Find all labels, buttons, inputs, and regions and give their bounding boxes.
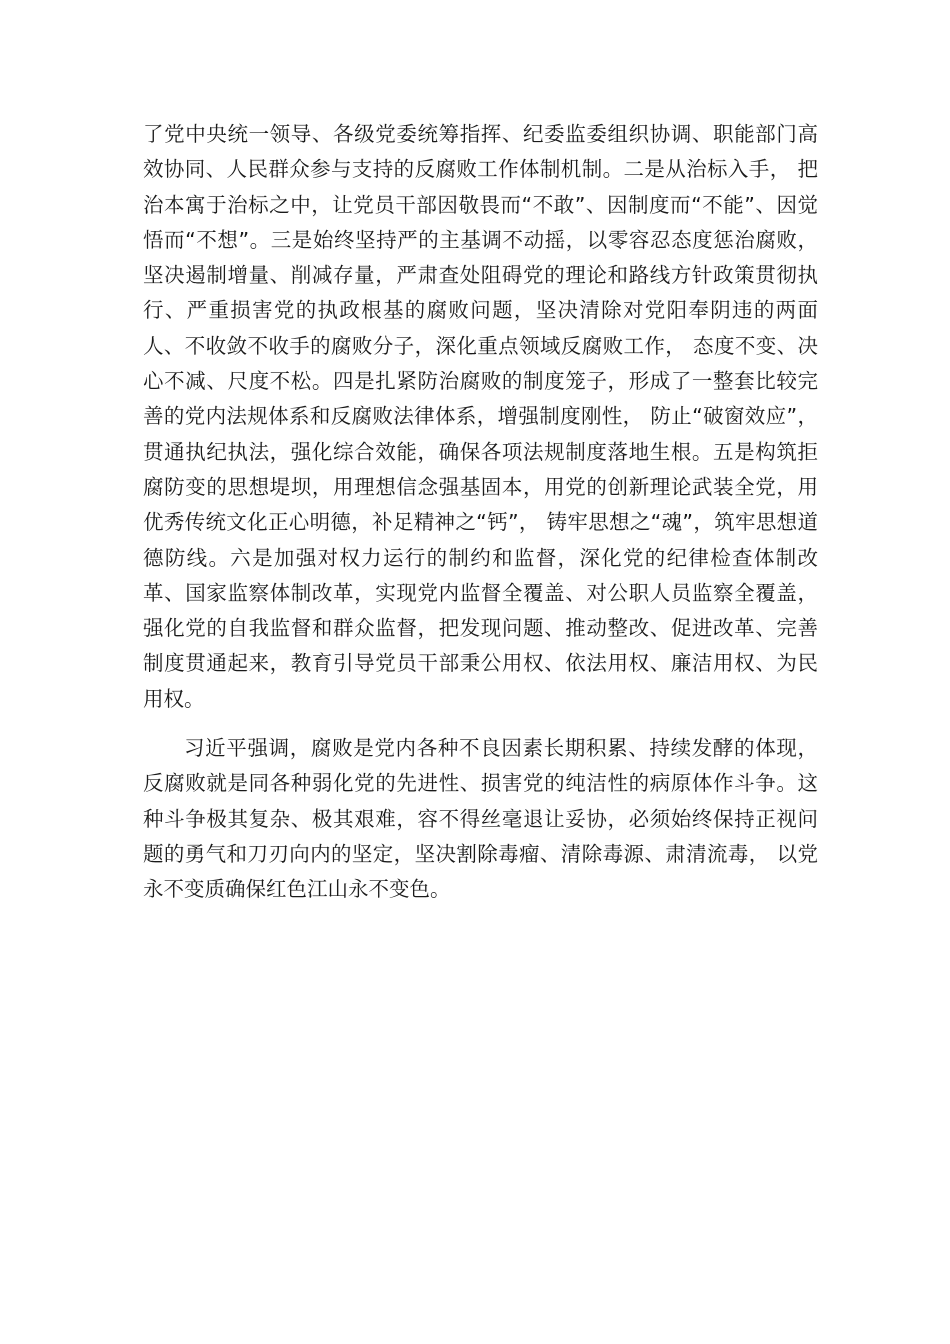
paragraph-anti-corruption-measures: 了党中央统一领导、各级党委统筹指挥、纪委监委组织协调、职能部门高效协同、人民群众参与支持的反腐败工作体制机制。二是从治标入手， 把治本寓于治标之中，让党员干部因敬畏而“不敢”、因制度而“不能”、因觉悟而“不想”。三是始终坚持严的主基调不动摇，以零容忍态度惩治腐败，坚决遏制增量、削减存量，严肃查处阻碍党的理论和路线方针政策贯彻执行、严重损害党的执政根基的腐败问题，坚决清除对党阳奉阴违的两面人、不收敛不收手的腐败分子，深化重点领域反腐败工作， 态度不变、决心不减、尺度不松。四是扎紧防治腐败的制度笼子，形成了一整套比较完善的党内法规体系和反腐败法律体系，增强制度刚性， 防止“破窗效应”，贯通执纪执法，强化综合效能，确保各项法规制度落地生根。五是构筑拒腐防变的思想堤坝，用理想信念强基固本，用党的创新理论武装全党，用优秀传统文化正心明德，补足精神之“钙”， 铸牢思想之“魂”，筑牢思想道德防线。六是加强对权力运行的制约和监督，深化党的纪律检查体制改革、国家监察体制改革，实现党内监督全覆盖、对公职人员监察全覆盖，强化党的自我监督和群众监督，把发现问题、推动整改、促进改革、完善制度贯通起来，教育引导党员干部秉公用权、依法用权、廉洁用权、为民用权。 (143, 122, 818, 711)
paragraph-xi-emphasis: 习近平强调，腐败是党内各种不良因素长期积累、持续发酵的体现， 反腐败就是同各种弱化党的先进性、损害党的纯洁性的病原体作斗争。这种斗争极其复杂、极其艰难，容不得丝毫退让妥协，必须始终保持正视问题的勇气和刀刃向内的坚定，坚决割除毒瘤、清除毒源、肃清流毒， 以党永不变质确保红色江山永不变色。 (143, 736, 818, 902)
document-body (143, 117, 818, 908)
